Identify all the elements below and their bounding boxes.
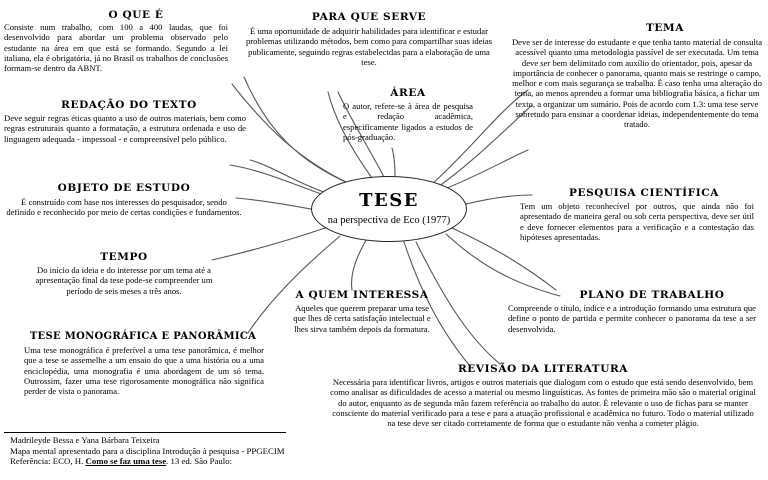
node-heading: O QUE É [108,9,164,21]
node-text: Do início da ideia e do interesse por um tema até a apresentação final da tese pode-se compreender um período de seis meses a três anos. [35,265,213,296]
node-tese-monografica-e-panoramica [24,331,264,396]
footer-authors: Madrileyde Bessa e Yana Bárbara Teixeira [10,435,160,445]
node-heading: REDAÇÃO DO TEXTO [61,99,197,111]
node-text: Deve seguir regras éticas quanto a uso de outros materiais, bem como regras estruturais quanto a formatação, a estrutura ordenada e uso de linguagem adequada - impessoal - e compreensível pelo público. [4,113,246,144]
node-heading: TEMPO [100,251,148,263]
node-a-quem-interessa [292,289,432,334]
node-heading: A QUEM INTERESSA [295,289,429,301]
node-o-que-e [4,9,228,73]
footer-divider [4,432,286,433]
node-redacao-do-texto [4,99,246,144]
node-heading: PLANO DE TRABALHO [579,289,725,301]
footer-reference [10,456,300,467]
footer [10,435,300,467]
node-text: Aqueles que querem preparar uma tese que lhes dê certa satisfação intelectual e lhes sirva também depois da formatura. [293,303,431,334]
center-subtitle: na perspectiva de Eco (1977) [327,215,451,226]
node-text: O autor, refere-se à área de pesquisa e redação acadêmica, especificamente ligados a estudos de pós-graduação. [343,101,473,142]
node-heading: REVISÃO DA LITERATURA [457,363,629,375]
node-text: É construído com base nos interesses do pesquisador, sendo definido e reconhecido por meio de certas condições e fundamentos. [6,197,242,218]
node-heading: PESQUISA CIENTÍFICA [569,187,719,199]
node-pesquisa-cientifica [520,187,754,242]
node-plano-de-trabalho [508,289,756,334]
node-tempo [34,251,214,296]
center-title: TESE [359,190,419,211]
reference-prefix: Referência: ECO, H. [10,456,86,467]
node-area [343,87,473,142]
node-heading: PARA QUE SERVE [311,11,427,23]
node-text: Deve ser de interesse do estudante e que tenha tanto material de consulta acessível quanto uma metodologia passível de ser executada. Um tema deve ser bem delimitado com auxílio do orientador, pois, apesar da importância de conhecer o panorama, quanto mais se restringe o campo, melhor e com mais segurança se trabalha. É caso tenha uma alteração do tema, ao menos aprendeu a formar uma bibliografia básica, a fichar um texto, a organizar um sumário. Pois de acordo com 1.3: uma tese serve sobretudo para ensinar a coordenar ideias, independentemente do tema tratado. [511,37,763,130]
node-text: Compreende o título, índice e a introdução formando uma estrutura que define o ponto de partida e permite conhecer o panorama da tese a ser desenvolvida. [508,303,756,334]
node-objeto-de-estudo [6,182,242,218]
node-revisao-da-literatura [330,363,756,428]
node-heading: OBJETO DE ESTUDO [57,182,191,194]
reference-suffix: . 13 ed. São Paulo: [166,456,233,467]
footer-note: Mapa mental apresentado para a disciplina Introdução à pesquisa - PPGECIM [10,445,285,456]
node-tema [510,22,764,130]
node-text: Necessária para identificar livros, artigos e outros materiais que dialogam com o estudo que está sendo desenvolvido, bem como analisar as dificuldades de acesso a material ou mesmo linguísticas. As fontes de primeira mão são o material original do autor, enquanto as de segunda mão fazem referência ao trabalho do autor. É relevante o uso de fichas para se manter consciente do material verificado para a tese e para a atuação profissional e acadêmica no futuro. Todo o material utilizado na tese deve ser citado corretamente de forma que o estudante não venha a cometer plágio. [330,377,756,429]
node-para-que-serve [244,11,494,67]
node-heading: TESE MONOGRÁFICA E PANORÂMICA [29,331,257,342]
node-heading: TEMA [646,22,684,34]
node-text: Consiste num trabalho, com 100 a 400 laudas, que foi desenvolvido para abordar um problema observado pelo estudante na área em que está se formando. Segundo a lei italiana, ela é obrigatória, já no Brasil os trabalhos de conclusões formam-se dentro da ABNT. [4,22,228,74]
node-text: É uma oportunidade de adquirir habilidades para identificar e estudar problemas utilizando métodos, bem como para compartilhar suas ideias publicamente, seguindo regras estabelecidas para a elaboração de uma tese. [245,26,493,67]
node-heading: ÁREA [390,87,426,99]
node-text: Tem um objeto reconhecível por outros, que ainda não foi apresentado de maneira geral ou sob certa perspectiva, deve ser útil e deve fornecer elementos para a verificação e a contestação das hipóteses apresentadas. [520,201,754,242]
node-text: Uma tese monográfica é preferível a uma tese panorâmica, é melhor que a tese se assemelhe a um ensaio do que a uma história ou a uma enciclopédia, uma monografia é uma abordagem de um só tema. Outrossim, fazer uma tese rigorosamente monográfica não significa perder de vista o panorama. [24,345,264,397]
reference-title: Como se faz uma tese [85,456,167,467]
